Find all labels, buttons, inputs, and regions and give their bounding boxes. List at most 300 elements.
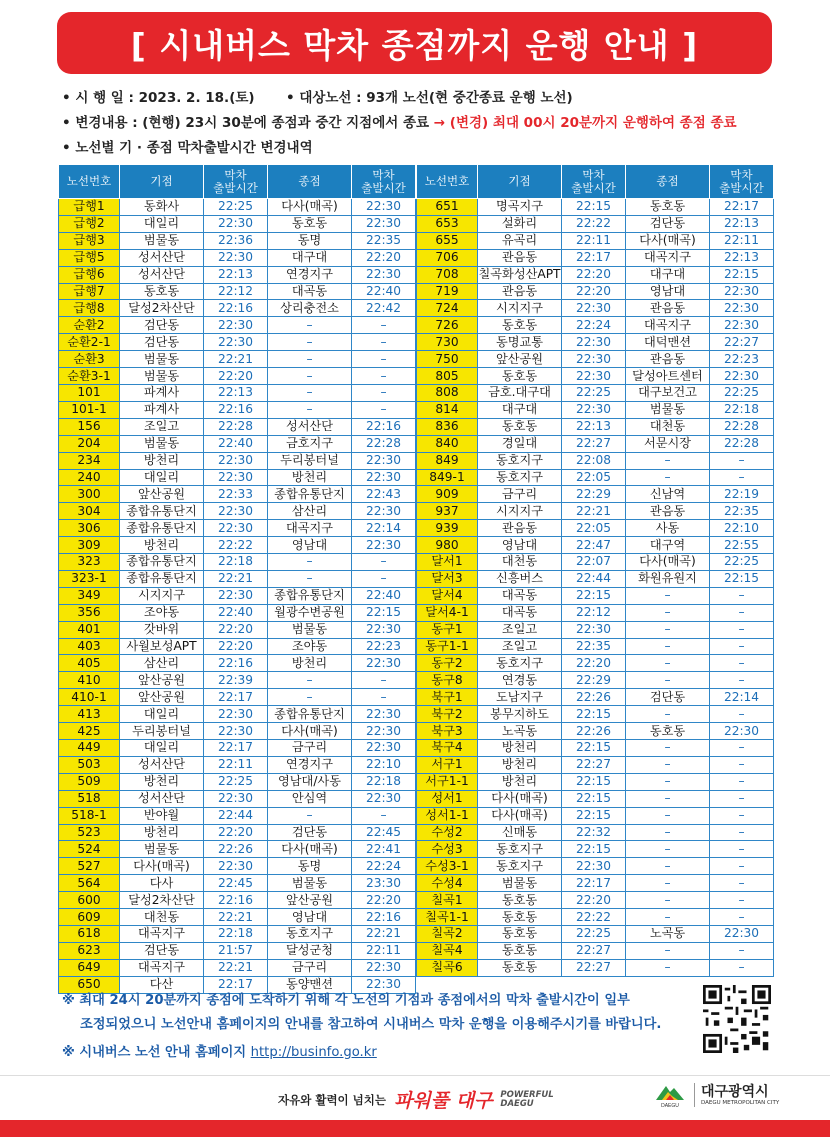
start-stop: 다사(매곡) — [120, 858, 204, 875]
end-last-time: 22:35 — [352, 232, 416, 249]
start-stop: 유곡리 — [478, 232, 562, 249]
table-row — [417, 570, 774, 587]
table-row — [59, 215, 416, 232]
end-stop: 대구대 — [268, 249, 352, 266]
start-stop: 대일리 — [120, 706, 204, 723]
route-number: 수성4 — [417, 875, 478, 892]
route-number: 서구1 — [417, 756, 478, 773]
route-number: 518-1 — [59, 807, 120, 824]
start-last-time: 22:35 — [562, 638, 626, 655]
start-last-time: 22:30 — [204, 706, 268, 723]
route-number: 719 — [417, 283, 478, 300]
start-stop: 시지지구 — [478, 300, 562, 317]
start-stop: 종합유통단지 — [120, 503, 204, 520]
end-last-time: – — [710, 706, 774, 723]
end-stop: – — [626, 824, 710, 841]
start-last-time: 22:30 — [562, 401, 626, 418]
start-last-time: 22:44 — [204, 807, 268, 824]
start-stop: 대곡지구 — [120, 959, 204, 976]
end-stop: 대구역 — [626, 537, 710, 554]
table-row — [417, 723, 774, 740]
end-stop: – — [626, 604, 710, 621]
end-last-time: – — [710, 756, 774, 773]
table-row — [59, 199, 416, 216]
end-last-time: – — [710, 621, 774, 638]
route-number: 323-1 — [59, 570, 120, 587]
start-stop: 명곡지구 — [478, 199, 562, 216]
end-stop: 화원유원지 — [626, 570, 710, 587]
header-start: 기점 — [120, 165, 204, 199]
end-stop: 안심역 — [268, 790, 352, 807]
route-number: 524 — [59, 841, 120, 858]
table-row — [417, 266, 774, 283]
header-route: 노선번호 — [59, 165, 120, 199]
end-stop: 관음동 — [626, 351, 710, 368]
table-row — [59, 435, 416, 452]
table-row — [59, 807, 416, 824]
end-stop: 다사(매곡) — [268, 723, 352, 740]
start-stop: 두리봉터널 — [120, 723, 204, 740]
start-stop: 금호.대구대 — [478, 384, 562, 401]
table-row — [59, 841, 416, 858]
end-last-time: 22:35 — [710, 503, 774, 520]
route-number: 급행1 — [59, 199, 120, 216]
table-row — [59, 266, 416, 283]
end-last-time: – — [710, 858, 774, 875]
end-stop: – — [268, 401, 352, 418]
start-stop: 동호동 — [478, 418, 562, 435]
route-number: 403 — [59, 638, 120, 655]
start-stop: 대일리 — [120, 469, 204, 486]
route-number: 동구1 — [417, 621, 478, 638]
header-end: 종점 — [626, 165, 710, 199]
start-stop: 앞산공원 — [120, 672, 204, 689]
start-stop: 연경동 — [478, 672, 562, 689]
route-number: 서구1-1 — [417, 773, 478, 790]
table-row — [59, 452, 416, 469]
end-last-time: 22:11 — [352, 942, 416, 959]
end-last-time: 22:17 — [710, 199, 774, 216]
end-last-time: – — [710, 807, 774, 824]
start-stop: 관음동 — [478, 249, 562, 266]
end-stop: – — [626, 807, 710, 824]
end-stop: 다사(매곡) — [626, 232, 710, 249]
route-number: 칠곡2 — [417, 925, 478, 942]
start-last-time: 22:30 — [204, 503, 268, 520]
start-last-time: 22:20 — [204, 638, 268, 655]
end-stop: 두리봉터널 — [268, 452, 352, 469]
end-stop: 검단동 — [268, 824, 352, 841]
end-stop: 다사(매곡) — [268, 841, 352, 858]
route-number: 204 — [59, 435, 120, 452]
route-number: 304 — [59, 503, 120, 520]
header-last-end: 막차 출발시간 — [352, 165, 416, 199]
start-stop: 대곡동 — [478, 604, 562, 621]
start-last-time: 22:27 — [562, 435, 626, 452]
city-name: 대구광역시 — [701, 1083, 769, 1100]
end-last-time: 22:30 — [710, 723, 774, 740]
table-row — [59, 368, 416, 385]
end-stop: 종합유통단지 — [268, 587, 352, 604]
route-number: 성서1-1 — [417, 807, 478, 824]
route-number: 수성3-1 — [417, 858, 478, 875]
table-row — [59, 232, 416, 249]
route-number: 300 — [59, 486, 120, 503]
end-stop: 검단동 — [626, 689, 710, 706]
table-row — [417, 689, 774, 706]
end-last-time: 22:45 — [352, 824, 416, 841]
start-stop: 방천리 — [478, 756, 562, 773]
start-last-time: 22:15 — [562, 740, 626, 757]
start-stop: 반야월 — [120, 807, 204, 824]
table-row — [59, 706, 416, 723]
end-stop: – — [626, 841, 710, 858]
route-number: 동구2 — [417, 655, 478, 672]
start-last-time: 22:13 — [204, 384, 268, 401]
end-last-time: 23:30 — [352, 875, 416, 892]
start-last-time: 22:30 — [204, 334, 268, 351]
table-row — [417, 655, 774, 672]
end-last-time: – — [710, 469, 774, 486]
route-number: 618 — [59, 925, 120, 942]
table-row — [417, 351, 774, 368]
end-last-time: 22:43 — [352, 486, 416, 503]
route-number: 349 — [59, 587, 120, 604]
table-row — [59, 520, 416, 537]
route-number: 234 — [59, 452, 120, 469]
start-last-time: 22:13 — [204, 266, 268, 283]
start-last-time: 22:15 — [562, 773, 626, 790]
start-last-time: 22:30 — [562, 368, 626, 385]
start-stop: 도남지구 — [478, 689, 562, 706]
end-last-time: – — [352, 689, 416, 706]
end-stop: 범물동 — [268, 621, 352, 638]
end-last-time: 22:30 — [352, 266, 416, 283]
end-stop: 대곡동 — [268, 283, 352, 300]
start-stop: 범물동 — [120, 232, 204, 249]
route-number: 980 — [417, 537, 478, 554]
info-line-detail: • 노선별 기 · 종점 막차출발시간 변경내역 — [62, 140, 313, 156]
start-last-time: 22:20 — [204, 621, 268, 638]
end-last-time: 22:30 — [352, 740, 416, 757]
start-stop: 설화리 — [478, 215, 562, 232]
table-row — [417, 486, 774, 503]
arrow-icon: → — [433, 115, 446, 131]
table-row — [417, 858, 774, 875]
end-last-time: 22:16 — [352, 909, 416, 926]
end-stop: – — [268, 807, 352, 824]
end-last-time: 22:30 — [352, 790, 416, 807]
end-last-time: – — [352, 570, 416, 587]
slogan-brand: 파워풀 대구 — [394, 1090, 493, 1112]
end-stop: 대곡지구 — [626, 317, 710, 334]
end-last-time: 22:30 — [710, 925, 774, 942]
end-stop: – — [268, 334, 352, 351]
end-last-time: – — [710, 959, 774, 976]
end-last-time: 22:15 — [710, 570, 774, 587]
start-stop: 동호동 — [478, 368, 562, 385]
schedule-table-right — [416, 164, 774, 977]
start-last-time: 22:15 — [562, 841, 626, 858]
route-number: 북구2 — [417, 706, 478, 723]
start-stop: 대천동 — [120, 909, 204, 926]
start-stop: 파계사 — [120, 401, 204, 418]
route-number: 939 — [417, 520, 478, 537]
end-last-time: – — [710, 655, 774, 672]
route-number: 순환2 — [59, 317, 120, 334]
end-stop: – — [626, 672, 710, 689]
route-number: 600 — [59, 892, 120, 909]
start-stop: 방천리 — [120, 452, 204, 469]
route-number: 수성3 — [417, 841, 478, 858]
route-number: 칠곡6 — [417, 959, 478, 976]
route-number: 240 — [59, 469, 120, 486]
start-last-time: 22:32 — [562, 824, 626, 841]
start-last-time: 22:26 — [562, 689, 626, 706]
start-last-time: 22:30 — [204, 858, 268, 875]
start-last-time: 22:30 — [562, 300, 626, 317]
end-last-time: 22:16 — [352, 418, 416, 435]
route-number: 순환3 — [59, 351, 120, 368]
table-row — [417, 959, 774, 976]
start-last-time: 22:21 — [204, 909, 268, 926]
start-last-time: 22:30 — [204, 249, 268, 266]
start-stop: 달성2차산단 — [120, 892, 204, 909]
end-last-time: 22:30 — [352, 655, 416, 672]
route-number: 840 — [417, 435, 478, 452]
start-last-time: 22:29 — [562, 486, 626, 503]
start-stop: 범물동 — [120, 351, 204, 368]
end-stop: 검단동 — [626, 215, 710, 232]
route-number: 449 — [59, 740, 120, 757]
end-last-time: – — [710, 790, 774, 807]
start-last-time: 22:16 — [204, 401, 268, 418]
route-number: 413 — [59, 706, 120, 723]
route-number: 730 — [417, 334, 478, 351]
table-row — [417, 249, 774, 266]
route-number: 655 — [417, 232, 478, 249]
table-row — [417, 942, 774, 959]
slogan-english: POWERFUL DAEGU — [500, 1089, 554, 1109]
route-number: 칠곡1 — [417, 892, 478, 909]
start-stop: 동호동 — [478, 959, 562, 976]
start-last-time: 22:40 — [204, 435, 268, 452]
city-name-english: DAEGU METROPOLITAN CITY — [701, 1099, 780, 1106]
start-stop: 검단동 — [120, 334, 204, 351]
route-number: 805 — [417, 368, 478, 385]
start-last-time: 22:47 — [562, 537, 626, 554]
end-last-time: 22:20 — [352, 892, 416, 909]
start-last-time: 22:07 — [562, 554, 626, 571]
table-row — [59, 469, 416, 486]
table-row — [417, 199, 774, 216]
start-last-time: 22:21 — [204, 351, 268, 368]
end-last-time: 22:30 — [352, 215, 416, 232]
end-stop: 관음동 — [626, 503, 710, 520]
start-last-time: 22:26 — [562, 723, 626, 740]
route-number: 405 — [59, 655, 120, 672]
route-number: 523 — [59, 824, 120, 841]
table-row — [59, 621, 416, 638]
end-stop: – — [626, 756, 710, 773]
table-row — [417, 232, 774, 249]
route-number: 순환3-1 — [59, 368, 120, 385]
target-routes-text: • 대상노선 : 93개 노선(현 중간종료 운행 노선) — [285, 90, 573, 106]
end-last-time: 22:30 — [352, 621, 416, 638]
table-row — [417, 401, 774, 418]
end-last-time: – — [710, 909, 774, 926]
start-stop: 신흥버스 — [478, 570, 562, 587]
start-last-time: 22:30 — [562, 351, 626, 368]
table-row — [417, 638, 774, 655]
route-number: 323 — [59, 554, 120, 571]
end-last-time: – — [352, 351, 416, 368]
start-last-time: 22:21 — [562, 503, 626, 520]
route-number: 708 — [417, 266, 478, 283]
start-last-time: 22:16 — [204, 300, 268, 317]
table-row — [417, 892, 774, 909]
end-stop: 관음동 — [626, 300, 710, 317]
start-last-time: 22:05 — [562, 469, 626, 486]
end-stop: 영남대 — [268, 909, 352, 926]
end-last-time: – — [710, 892, 774, 909]
header-last-start: 막차 출발시간 — [562, 165, 626, 199]
end-last-time: 22:18 — [710, 401, 774, 418]
table-row — [417, 706, 774, 723]
table-row — [59, 790, 416, 807]
end-last-time: – — [352, 807, 416, 824]
table-row — [59, 570, 416, 587]
end-last-time: 22:23 — [352, 638, 416, 655]
end-stop: 삼산리 — [268, 503, 352, 520]
start-last-time: 22:17 — [204, 740, 268, 757]
end-stop: – — [626, 790, 710, 807]
route-number: 808 — [417, 384, 478, 401]
slogan-text: 자유와 활력이 넘치는 — [278, 1092, 386, 1107]
route-number: 급행3 — [59, 232, 120, 249]
start-last-time: 22:30 — [204, 790, 268, 807]
qr-code-icon[interactable] — [703, 985, 771, 1053]
end-last-time: 22:30 — [352, 976, 416, 993]
start-last-time: 22:22 — [562, 909, 626, 926]
start-stop: 시지지구 — [120, 587, 204, 604]
table-row — [59, 249, 416, 266]
start-stop: 대일리 — [120, 740, 204, 757]
page-title: [ 시내버스 막차 종점까지 운행 안내 ] — [57, 12, 772, 74]
end-last-time: 22:30 — [352, 503, 416, 520]
start-last-time: 22:15 — [562, 807, 626, 824]
table-row — [417, 807, 774, 824]
table-row — [417, 452, 774, 469]
table-row — [59, 773, 416, 790]
homepage-link[interactable]: http://businfo.go.kr — [250, 1045, 377, 1060]
start-last-time: 22:33 — [204, 486, 268, 503]
table-row — [59, 909, 416, 926]
end-stop: 월광수변공원 — [268, 604, 352, 621]
end-stop: 대곡지구 — [626, 249, 710, 266]
end-stop: – — [626, 959, 710, 976]
end-last-time: – — [352, 672, 416, 689]
end-last-time: – — [710, 875, 774, 892]
table-row — [59, 384, 416, 401]
start-stop: 앞산공원 — [478, 351, 562, 368]
route-number: 706 — [417, 249, 478, 266]
table-row — [417, 317, 774, 334]
end-stop: – — [268, 368, 352, 385]
start-last-time: 22:17 — [562, 249, 626, 266]
note-line-3 — [62, 1041, 377, 1060]
route-number: 급행5 — [59, 249, 120, 266]
end-stop: 동호동 — [626, 199, 710, 216]
table-row — [417, 368, 774, 385]
end-stop: 종합유통단지 — [268, 486, 352, 503]
start-last-time: 22:20 — [204, 368, 268, 385]
start-stop: 시지지구 — [478, 503, 562, 520]
table-row — [59, 740, 416, 757]
start-stop: 관음동 — [478, 283, 562, 300]
end-last-time: – — [710, 638, 774, 655]
end-stop: 금호지구 — [268, 435, 352, 452]
end-stop: – — [626, 773, 710, 790]
start-stop: 경일대 — [478, 435, 562, 452]
start-stop: 성서산단 — [120, 756, 204, 773]
end-stop: 방천리 — [268, 655, 352, 672]
end-stop: 성서산단 — [268, 418, 352, 435]
end-last-time: 22:30 — [352, 959, 416, 976]
end-stop: 앞산공원 — [268, 892, 352, 909]
schedule-table-left — [58, 164, 416, 994]
route-number: 937 — [417, 503, 478, 520]
end-stop: – — [626, 638, 710, 655]
start-stop: 범물동 — [120, 435, 204, 452]
start-stop: 칠곡화성산APT — [478, 267, 561, 282]
change-current-text: • 변경내용 : (현행) 23시 30분에 종점과 중간 지점에서 종료 — [62, 115, 434, 131]
table-row — [59, 554, 416, 571]
start-last-time: 22:05 — [562, 520, 626, 537]
table-row — [417, 604, 774, 621]
header-end: 종점 — [268, 165, 352, 199]
homepage-label: ※ 시내버스 노선 안내 홈페이지 — [62, 1045, 251, 1060]
end-last-time: – — [710, 824, 774, 841]
start-stop: 동호동 — [478, 892, 562, 909]
route-number: 156 — [59, 418, 120, 435]
route-number: 503 — [59, 756, 120, 773]
start-stop: 종합유통단지 — [120, 554, 204, 571]
footer-divider — [0, 1075, 830, 1076]
table-header-row — [417, 165, 774, 199]
table-row — [417, 740, 774, 757]
end-stop: 상리충전소 — [268, 300, 352, 317]
table-row — [417, 790, 774, 807]
end-last-time: – — [352, 554, 416, 571]
end-last-time: 22:30 — [352, 199, 416, 216]
end-last-time: 22:41 — [352, 841, 416, 858]
route-number: 650 — [59, 976, 120, 993]
start-stop: 성서산단 — [120, 249, 204, 266]
table-row — [59, 418, 416, 435]
end-last-time: 22:11 — [710, 232, 774, 249]
table-row — [59, 503, 416, 520]
table-row — [59, 672, 416, 689]
end-last-time: 22:15 — [710, 266, 774, 283]
route-number: 급행8 — [59, 300, 120, 317]
table-row — [59, 892, 416, 909]
table-row — [417, 773, 774, 790]
start-stop: 조일고 — [120, 418, 204, 435]
start-last-time: 22:39 — [204, 672, 268, 689]
route-number: 909 — [417, 486, 478, 503]
end-last-time: 22:18 — [352, 773, 416, 790]
